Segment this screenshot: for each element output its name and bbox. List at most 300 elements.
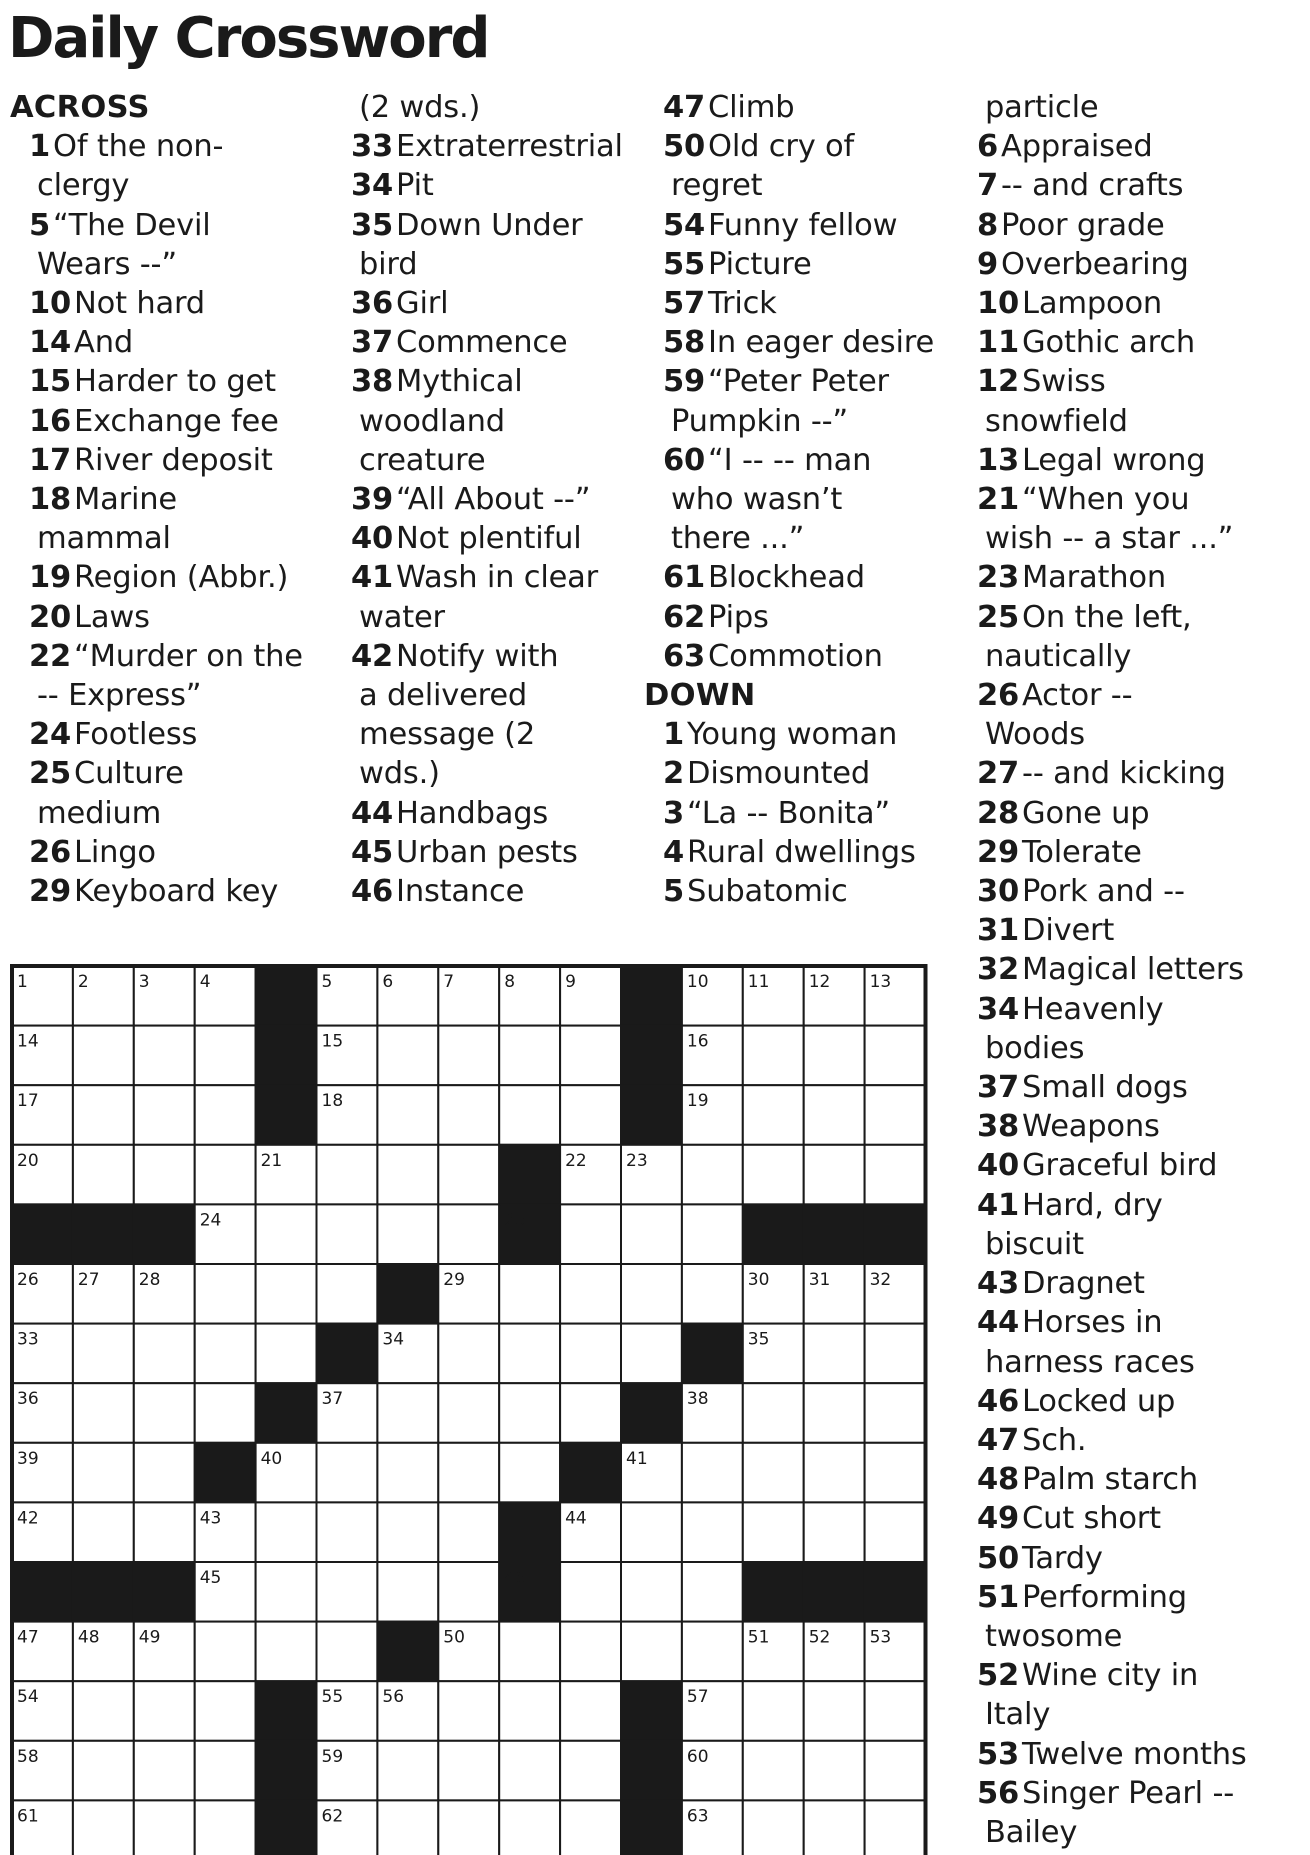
clue-continuation: biscuit [985,1226,1084,1262]
clue-text: Tolerate [1022,834,1142,870]
cell-number: 23 [626,1150,648,1171]
clue-continuation: snowfield [985,403,1128,439]
grid-cell[interactable] [256,1324,317,1384]
grid-cell[interactable] [499,1681,560,1741]
grid-cell[interactable] [621,1324,682,1384]
clue-continuation: a delivered [359,678,528,714]
clue-text: Handbags [396,795,549,831]
clue-number: 51 [977,1579,1020,1615]
clue-continuation: bodies [985,1030,1085,1066]
grid-cell[interactable] [804,1681,865,1741]
cell-number: 16 [686,1031,709,1052]
clue-number: 45 [351,834,394,870]
clue-number: 61 [663,560,706,596]
clue-number: 25 [977,599,1020,635]
section-heading: DOWN [644,678,756,714]
clue-text: Sch. [1022,1422,1087,1458]
clue-text: Keyboard key [74,874,279,910]
cell-number: 5 [321,972,333,992]
clue-continuation: wish -- a star ...” [985,521,1234,557]
clue-continuation: message (2 [359,717,536,753]
clue-number: 50 [977,1540,1020,1576]
grid-cell[interactable] [195,1800,256,1855]
grid-cell[interactable] [73,1324,134,1384]
black-square [621,1026,682,1086]
grid-cell[interactable] [317,1264,378,1324]
clue-number: 38 [351,364,394,400]
grid-cell[interactable] [804,1741,865,1801]
clue-continuation: who wasn’t [671,482,843,518]
clue-number: 19 [29,560,72,596]
grid-cell[interactable] [743,1085,804,1145]
black-square [377,1264,438,1324]
grid-cell[interactable] [560,1681,621,1741]
clue-text: Actor -- [1022,678,1133,714]
grid-cell[interactable] [73,1145,134,1205]
clue-text: -- and crafts [1001,168,1184,204]
cell-number: 62 [321,1806,344,1827]
grid-cell[interactable] [377,1085,438,1145]
grid-cell[interactable] [438,1026,499,1086]
grid-cell[interactable] [865,1324,926,1384]
grid-cell[interactable] [804,1800,865,1855]
grid-cell[interactable] [621,1502,682,1562]
grid-cell[interactable] [621,1562,682,1622]
clue-text: Tardy [1022,1540,1103,1576]
grid-cell[interactable] [682,1622,743,1682]
grid-cell[interactable] [73,1681,134,1741]
clue-text: Instance [396,874,525,910]
clue-text: Mythical [396,364,523,400]
black-square [12,1204,73,1264]
grid-cell[interactable] [134,1145,195,1205]
grid-cell[interactable] [377,1741,438,1801]
cell-number: 30 [747,1270,770,1290]
clue-number: 8 [977,207,999,243]
black-square [743,1204,804,1264]
cell-number: 58 [17,1746,39,1767]
grid-cell[interactable] [73,1502,134,1562]
grid-cell[interactable] [377,1800,438,1855]
grid-cell[interactable] [438,1681,499,1741]
grid-cell[interactable] [865,1741,926,1801]
clue-text: Graceful bird [1022,1148,1218,1184]
clue-text: Down Under [396,207,583,243]
grid-cell[interactable] [560,1085,621,1145]
clue-number: 37 [977,1070,1020,1106]
grid-cell[interactable] [865,1800,926,1855]
black-square [256,1681,317,1741]
grid-cell[interactable] [195,1264,256,1324]
grid-cell[interactable] [499,1026,560,1086]
grid-cell[interactable] [134,1681,195,1741]
grid-cell[interactable] [134,1383,195,1443]
black-square [73,1204,134,1264]
cell-number: 49 [138,1627,161,1648]
grid-cell[interactable] [73,1085,134,1145]
grid-cell[interactable] [438,1800,499,1855]
clue-number: 27 [977,756,1020,792]
black-square [682,1324,743,1384]
cell-number: 18 [321,1091,344,1112]
cell-number: 10 [686,972,709,992]
clue-number: 36 [351,286,394,322]
grid-cell[interactable] [682,1145,743,1205]
grid-cell[interactable] [499,1443,560,1503]
grid-cell[interactable] [682,1562,743,1622]
grid-cell[interactable] [743,1443,804,1503]
cell-number: 1 [17,972,28,992]
cell-number: 41 [626,1448,648,1469]
clue-text: Old cry of [708,129,855,165]
grid-cell[interactable] [134,1741,195,1801]
black-square [804,1562,865,1622]
clue-number: 53 [977,1736,1020,1772]
grid-cell[interactable] [73,1741,134,1801]
grid-cell[interactable] [438,1383,499,1443]
black-square [865,1204,926,1264]
cell-number: 6 [382,972,394,992]
clue-continuation: particle [985,90,1099,125]
clue-number: 34 [351,168,394,204]
clue-number: 25 [29,756,72,792]
clue-text: Small dogs [1022,1070,1188,1106]
grid-cell[interactable] [256,1502,317,1562]
grid-cell[interactable] [438,1562,499,1622]
clue-text: Appraised [1001,129,1153,165]
black-square [621,1383,682,1443]
grid-cell[interactable] [377,1145,438,1205]
clue-text: Heavenly [1022,991,1164,1027]
grid-cell[interactable] [317,1622,378,1682]
grid-cell[interactable] [804,1383,865,1443]
grid-cell[interactable] [743,1741,804,1801]
clue-text: River deposit [74,442,273,478]
clue-number: 40 [977,1148,1020,1184]
grid-cell[interactable] [865,1383,926,1443]
grid-cell[interactable] [317,1204,378,1264]
grid-cell[interactable] [499,1741,560,1801]
grid-cell[interactable] [134,1800,195,1855]
clue-number: 5 [663,874,685,910]
clue-number: 24 [29,717,72,753]
cell-number: 32 [869,1270,892,1290]
clue-number: 54 [663,207,706,243]
grid-cell[interactable] [743,1026,804,1086]
clue-number: 44 [977,1305,1020,1341]
clue-text: Lampoon [1022,286,1163,322]
clue-number: 10 [977,286,1020,322]
grid-cell[interactable] [621,1204,682,1264]
clue-number: 12 [977,364,1020,400]
grid-cell[interactable] [804,1085,865,1145]
grid-cell[interactable] [804,1443,865,1503]
grid-cell[interactable] [804,1026,865,1086]
clue-text: Laws [74,599,150,635]
grid-cell[interactable] [195,1026,256,1086]
clue-number: 44 [351,795,394,831]
clue-number: 49 [977,1501,1020,1537]
grid-cell[interactable] [682,1264,743,1324]
cell-number: 42 [17,1508,39,1529]
grid-cell[interactable] [682,1443,743,1503]
grid-cell[interactable] [560,1264,621,1324]
black-square [12,1562,73,1622]
grid-cell[interactable] [682,1204,743,1264]
clue-text: Urban pests [396,834,578,870]
clue-number: 28 [977,795,1020,831]
grid-cell[interactable] [438,1741,499,1801]
clue-continuation: wds.) [359,756,440,792]
grid-cell[interactable] [438,1324,499,1384]
clue-text: Divert [1022,913,1115,949]
cell-number: 54 [17,1687,39,1708]
clue-number: 40 [351,521,394,557]
clue-text: Girl [396,286,449,322]
clue-text: Gone up [1022,795,1150,831]
black-square [256,1741,317,1801]
black-square [804,1204,865,1264]
grid-cell[interactable] [377,1026,438,1086]
clue-text: Rural dwellings [687,834,916,870]
grid-cell[interactable] [256,1562,317,1622]
grid-cell[interactable] [560,1324,621,1384]
grid-cell[interactable] [804,1502,865,1562]
grid-cell[interactable] [560,1800,621,1855]
clue-text: “Murder on the [74,638,303,674]
grid-cell[interactable] [134,1502,195,1562]
grid-cell[interactable] [865,1443,926,1503]
grid-cell[interactable] [134,1443,195,1503]
clue-number: 7 [977,168,999,204]
clue-text: Blockhead [708,560,865,596]
clue-text: Cut short [1022,1501,1161,1537]
clue-number: 1 [663,717,685,753]
clue-continuation: bird [359,246,418,282]
grid-cell[interactable] [317,1502,378,1562]
clue-number: 47 [663,90,706,125]
cell-number: 45 [199,1568,222,1588]
grid-cell[interactable] [743,1383,804,1443]
clue-text: Exchange fee [74,403,279,439]
grid-cell[interactable] [743,1800,804,1855]
clue-text: Funny fellow [708,207,898,243]
clue-text: Footless [74,717,198,753]
grid-cell[interactable] [377,1562,438,1622]
black-square [73,1562,134,1622]
grid-cell[interactable] [377,1443,438,1503]
grid-cell[interactable] [621,1622,682,1682]
clue-number: 6 [977,129,999,165]
clue-text: “The Devil [53,207,211,243]
grid-cell[interactable] [438,1204,499,1264]
clue-number: 14 [29,325,72,361]
clue-number: 47 [977,1422,1020,1458]
clue-text: Culture [74,756,184,792]
grid-cell[interactable] [438,1443,499,1503]
grid-cell[interactable] [865,1145,926,1205]
grid-cell[interactable] [438,1145,499,1205]
grid-cell[interactable] [560,1383,621,1443]
grid-cell[interactable] [134,1085,195,1145]
grid-cell[interactable] [256,1204,317,1264]
grid-cell[interactable] [438,1085,499,1145]
clue-number: 37 [351,325,394,361]
grid-cell[interactable] [438,1502,499,1562]
grid-cell[interactable] [499,1324,560,1384]
grid-cell[interactable] [256,1264,317,1324]
grid-cell[interactable] [317,1145,378,1205]
clue-text: Marine [74,482,177,518]
cell-number: 25 [504,1210,526,1231]
clue-text: Horses in [1022,1305,1163,1341]
cell-number: 56 [382,1687,405,1708]
grid-cell[interactable] [195,1324,256,1384]
cell-number: 20 [17,1150,39,1171]
grid-cell[interactable] [73,1383,134,1443]
cell-number: 53 [869,1627,892,1648]
clue-text: Dragnet [1022,1266,1145,1302]
clue-continuation: Wears --” [37,246,177,282]
grid-cell[interactable] [317,1562,378,1622]
clue-text: On the left, [1022,599,1192,635]
black-square [865,1562,926,1622]
cell-number: 51 [747,1627,770,1648]
cell-number: 37 [321,1389,344,1410]
section-heading: ACROSS [10,90,150,125]
clue-text: Pork and -- [1022,874,1185,910]
clue-text: And [74,325,134,361]
clue-number: 29 [977,834,1020,870]
grid-cell[interactable] [73,1026,134,1086]
clue-continuation: Italy [985,1697,1051,1733]
grid-cell[interactable] [195,1622,256,1682]
clue-text: Palm starch [1022,1462,1198,1498]
clue-number: 2 [663,756,685,792]
clue-text: Subatomic [687,874,848,910]
grid-cell[interactable] [134,1026,195,1086]
grid-cell[interactable] [743,1502,804,1562]
grid-cell[interactable] [804,1324,865,1384]
cell-number: 61 [17,1806,39,1827]
clue-number: 26 [29,834,72,870]
clue-number: 17 [29,442,72,478]
clue-number: 42 [351,638,394,674]
grid-cell[interactable] [621,1264,682,1324]
grid-cell[interactable] [195,1145,256,1205]
cell-number: 29 [443,1270,465,1290]
grid-cell[interactable] [195,1383,256,1443]
clue-number: 4 [663,834,685,870]
clue-text: Wine city in [1022,1658,1199,1694]
grid-cell[interactable] [804,1145,865,1205]
clue-number: 34 [977,991,1020,1027]
grid-cell[interactable] [560,1622,621,1682]
grid-cell[interactable] [377,1204,438,1264]
grid-cell[interactable] [499,1622,560,1682]
clue-continuation: mammal [37,521,171,557]
grid-cell[interactable] [499,1264,560,1324]
cell-number: 2 [77,972,89,992]
clue-text: Wash in clear [396,560,598,596]
grid-cell[interactable] [256,1622,317,1682]
grid-cell[interactable] [499,1383,560,1443]
grid-cell[interactable] [865,1502,926,1562]
clue-number: 15 [29,364,72,400]
grid-cell[interactable] [560,1026,621,1086]
clue-continuation: -- Express” [37,678,202,714]
clue-number: 3 [663,795,685,831]
clue-text: Swiss [1022,364,1106,400]
grid-cell[interactable] [499,1800,560,1855]
clue-number: 43 [977,1266,1020,1302]
grid-cell[interactable] [865,1085,926,1145]
clue-number: 10 [29,286,72,322]
clue-text: Not plentiful [396,521,582,557]
clue-text: Singer Pearl -- [1022,1775,1235,1811]
clue-continuation: there ...” [671,521,805,557]
black-square [256,966,317,1026]
grid-cell[interactable] [377,1383,438,1443]
clue-number: 39 [351,482,394,518]
grid-cell[interactable] [560,1204,621,1264]
grid-cell[interactable] [195,1085,256,1145]
clue-text: Lingo [74,834,156,870]
grid-cell[interactable] [134,1324,195,1384]
clue-text: Twelve months [1022,1736,1247,1772]
cell-number: 12 [808,972,831,992]
clue-number: 41 [977,1187,1020,1223]
clue-continuation: nautically [985,638,1132,674]
grid-cell[interactable] [743,1681,804,1741]
black-square [621,1085,682,1145]
clue-text: Of the non- [53,129,224,165]
clue-continuation: medium [37,795,162,831]
clue-number: 18 [29,482,72,518]
clue-number: 22 [29,638,72,674]
clue-number: 30 [977,874,1020,910]
black-square [499,1145,560,1205]
grid-cell[interactable] [317,1443,378,1503]
grid-cell[interactable] [73,1800,134,1855]
grid-cell[interactable] [682,1502,743,1562]
cell-number: 3 [138,972,150,992]
grid-cell[interactable] [73,1443,134,1503]
clue-number: 35 [351,207,394,243]
grid-cell[interactable] [560,1741,621,1801]
grid-cell[interactable] [195,1681,256,1741]
clue-number: 46 [977,1383,1020,1419]
grid-cell[interactable] [560,1562,621,1622]
cell-number: 52 [808,1627,831,1648]
grid-cell[interactable] [499,1085,560,1145]
clue-text: Weapons [1022,1109,1160,1145]
clue-continuation: harness races [985,1344,1195,1380]
clue-number: 52 [977,1658,1020,1694]
clue-continuation: Woods [985,717,1085,753]
clue-number: 20 [29,599,72,635]
grid-cell[interactable] [865,1681,926,1741]
cell-number: 31 [808,1270,831,1290]
grid-cell[interactable] [195,1741,256,1801]
clue-text: Marathon [1022,560,1166,596]
clue-number: 55 [663,246,706,282]
grid-cell[interactable] [377,1502,438,1562]
grid-cell[interactable] [865,1026,926,1086]
cell-number: 55 [321,1687,344,1708]
cell-number: 14 [17,1031,39,1052]
grid-cell[interactable] [743,1145,804,1205]
